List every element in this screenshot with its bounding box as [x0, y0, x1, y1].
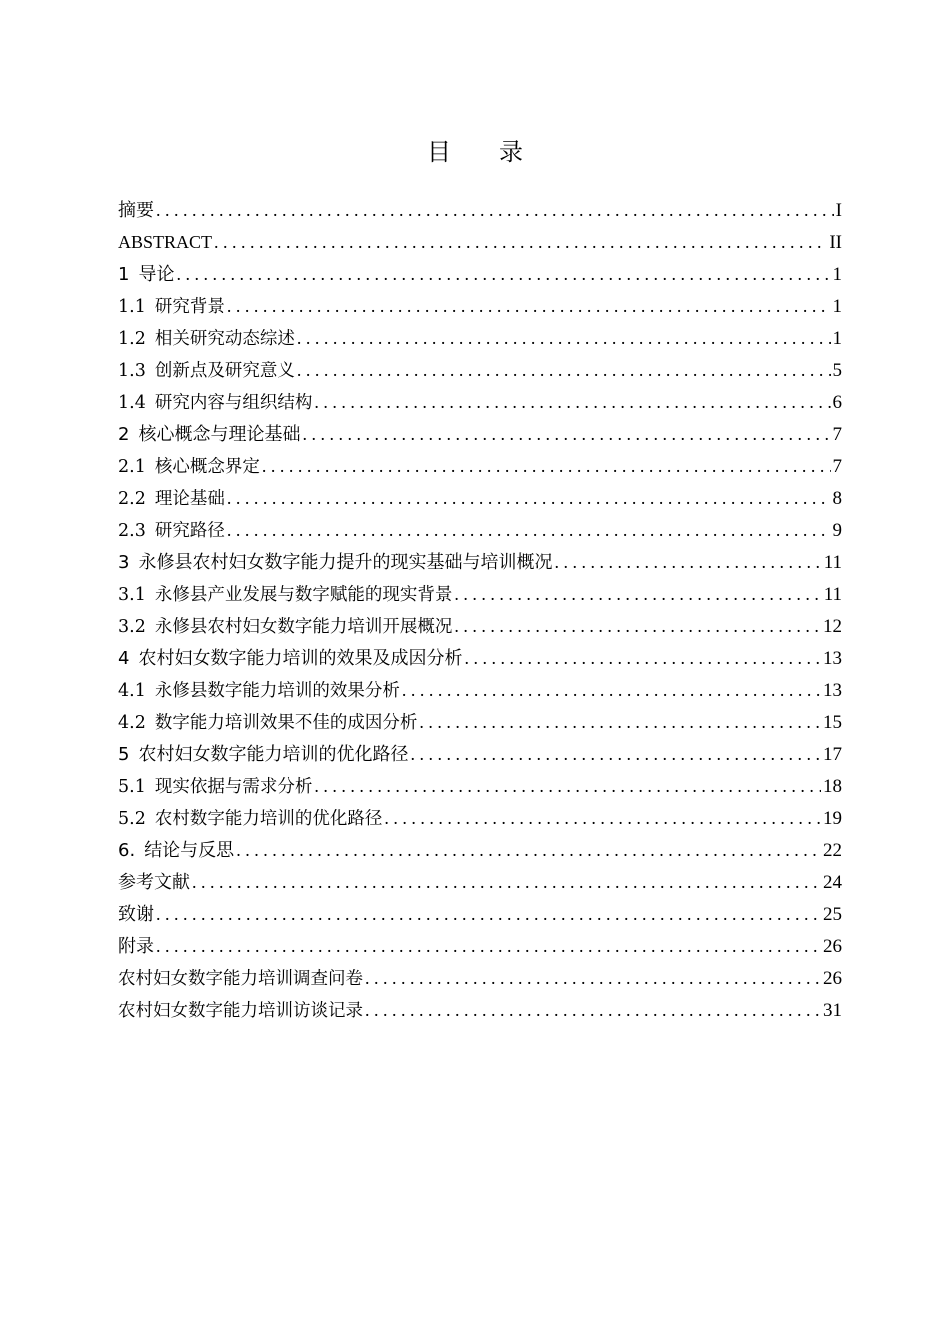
toc-entry-number: 5.2 — [118, 809, 146, 829]
toc-page-number: 13 — [823, 648, 842, 669]
toc-entry-label: 附录 — [118, 936, 154, 957]
toc-entry-number: 4 — [118, 648, 130, 669]
toc-entry[interactable] — [118, 962, 842, 994]
toc-entry-label: 结论与反思 — [144, 840, 235, 861]
toc-page-number: 15 — [823, 712, 842, 733]
toc-entry[interactable] — [118, 194, 842, 226]
toc-page-number: 12 — [823, 616, 842, 637]
toc-entry-label: 农村妇女数字能力培训调查问卷 — [118, 969, 363, 989]
toc-page-number: 11 — [823, 584, 842, 605]
toc-dot-leader — [192, 866, 821, 898]
toc-entry[interactable] — [118, 930, 842, 962]
toc-page-number: 26 — [823, 936, 842, 957]
toc-entry-label: 理论基础 — [154, 489, 225, 509]
toc-page-number: 1 — [832, 328, 842, 349]
toc-entry-label: 核心概念界定 — [154, 457, 260, 477]
toc-entry-label: 农村妇女数字能力培训的优化路径 — [138, 744, 409, 765]
toc-page-number: 9 — [832, 520, 842, 541]
toc-entry-label: ABSTRACT — [118, 232, 213, 252]
toc-entry[interactable] — [118, 610, 842, 642]
toc-entry-number: 2 — [118, 424, 130, 445]
toc-entry[interactable] — [118, 290, 842, 322]
toc-entry-label: 永修县农村妇女数字能力培训开展概况 — [154, 617, 453, 637]
toc-page-number: 24 — [823, 872, 842, 893]
toc-entry[interactable] — [118, 322, 842, 354]
toc-dot-leader — [554, 546, 821, 578]
toc-dot-leader — [410, 738, 821, 770]
toc-entry[interactable] — [118, 866, 842, 898]
toc-entry[interactable] — [118, 450, 842, 482]
toc-entry-number: 1.1 — [118, 297, 146, 317]
toc-page-number: 6 — [832, 392, 842, 413]
toc-entry-number: 4.1 — [118, 681, 146, 701]
toc-list — [118, 194, 842, 1026]
toc-entry-number: 3.1 — [118, 585, 146, 605]
toc-page-number: 19 — [823, 808, 842, 829]
toc-page-number: 13 — [823, 680, 842, 701]
toc-entry[interactable] — [118, 802, 842, 834]
toc-entry[interactable] — [118, 482, 842, 514]
toc-dot-leader — [227, 482, 831, 514]
toc-entry[interactable] — [118, 834, 842, 866]
toc-page-number: 8 — [832, 488, 842, 509]
toc-entry[interactable] — [118, 514, 842, 546]
toc-entry-label: 农村妇女数字能力培训的效果及成因分析 — [138, 648, 463, 669]
toc-entry-number: 3.2 — [118, 617, 146, 637]
toc-dot-leader — [156, 930, 821, 962]
toc-entry-number: 5.1 — [118, 777, 146, 797]
toc-entry-number: 6. — [118, 840, 136, 861]
toc-entry-label: 相关研究动态综述 — [154, 329, 295, 349]
toc-entry-label: 农村数字能力培训的优化路径 — [154, 809, 383, 829]
toc-page-number: II — [829, 232, 842, 253]
toc-entry-label: 研究路径 — [154, 521, 225, 541]
toc-entry-label: 农村妇女数字能力培训访谈记录 — [118, 1001, 363, 1021]
toc-entry[interactable] — [118, 994, 842, 1026]
toc-page-number: 25 — [823, 904, 842, 925]
toc-entry-label: 致谢 — [118, 904, 154, 925]
toc-entry-label: 研究内容与组织结构 — [154, 393, 313, 413]
toc-title: 目录 — [427, 138, 571, 166]
toc-entry[interactable] — [118, 578, 842, 610]
toc-entry-number: 1 — [118, 264, 130, 285]
toc-dot-leader — [314, 770, 821, 802]
toc-entry-label: 参考文献 — [118, 872, 190, 893]
toc-dot-leader — [262, 450, 831, 482]
toc-dot-leader — [454, 610, 821, 642]
toc-entry-number: 2.3 — [118, 521, 146, 541]
toc-entry[interactable] — [118, 258, 842, 290]
toc-dot-leader — [302, 418, 830, 450]
toc-entry-label: 数字能力培训效果不佳的成因分析 — [154, 713, 418, 733]
toc-page-number: 7 — [832, 456, 842, 477]
toc-dot-leader — [419, 706, 821, 738]
toc-dot-leader — [454, 578, 821, 610]
toc-dot-leader — [156, 194, 834, 226]
toc-entry-label: 创新点及研究意义 — [154, 361, 295, 381]
toc-entry[interactable] — [118, 898, 842, 930]
toc-page-number: 7 — [832, 424, 842, 445]
toc-entry-number: 2.2 — [118, 489, 146, 509]
toc-entry-label: 核心概念与理论基础 — [138, 424, 301, 445]
toc-entry[interactable] — [118, 226, 842, 258]
toc-dot-leader — [227, 290, 831, 322]
toc-page-number: 26 — [823, 968, 842, 989]
toc-dot-leader — [214, 226, 827, 258]
toc-entry-number: 1.2 — [118, 329, 146, 349]
toc-dot-leader — [297, 322, 831, 354]
toc-dot-leader — [365, 994, 821, 1026]
toc-entry[interactable] — [118, 706, 842, 738]
toc-dot-leader — [384, 802, 821, 834]
toc-page-number: 31 — [823, 1000, 842, 1021]
toc-entry[interactable] — [118, 546, 842, 578]
toc-dot-leader — [176, 258, 830, 290]
toc-entry-number: 1.4 — [118, 393, 146, 413]
toc-dot-leader — [236, 834, 821, 866]
toc-dot-leader — [297, 354, 831, 386]
toc-entry-label: 永修县数字能力培训的效果分析 — [154, 681, 400, 701]
toc-entry[interactable] — [118, 674, 842, 706]
toc-dot-leader — [365, 962, 821, 994]
toc-dot-leader — [314, 386, 830, 418]
toc-entry[interactable] — [118, 386, 842, 418]
toc-entry-label: 摘要 — [118, 200, 154, 221]
toc-page-number: I — [835, 200, 842, 221]
toc-entry[interactable] — [118, 770, 842, 802]
toc-page-number: 1 — [832, 264, 842, 285]
toc-entry-number: 1.3 — [118, 361, 146, 381]
toc-page-number: 18 — [823, 776, 842, 797]
toc-dot-leader — [464, 642, 821, 674]
toc-entry-number: 5 — [118, 744, 130, 765]
toc-page-number: 5 — [832, 360, 842, 381]
toc-page-number: 11 — [823, 552, 842, 573]
toc-entry-number: 2.1 — [118, 457, 146, 477]
toc-entry-label: 永修县产业发展与数字赋能的现实背景 — [154, 585, 453, 605]
toc-entry-number: 4.2 — [118, 713, 146, 733]
toc-entry[interactable] — [118, 642, 842, 674]
toc-page-number: 22 — [823, 840, 842, 861]
toc-entry-label: 现实依据与需求分析 — [154, 777, 313, 797]
toc-dot-leader — [227, 514, 831, 546]
toc-entry[interactable] — [118, 418, 842, 450]
toc-dot-leader — [402, 674, 821, 706]
toc-entry-number: 3 — [118, 552, 130, 573]
toc-page-number: 1 — [832, 296, 842, 317]
toc-entry-label: 研究背景 — [154, 297, 225, 317]
toc-dot-leader — [156, 898, 821, 930]
toc-entry-label: 导论 — [138, 264, 175, 285]
toc-entry[interactable] — [118, 738, 842, 770]
toc-entry[interactable] — [118, 354, 842, 386]
toc-entry-label: 永修县农村妇女数字能力提升的现实基础与培训概况 — [138, 552, 553, 573]
toc-page-number: 17 — [823, 744, 842, 765]
